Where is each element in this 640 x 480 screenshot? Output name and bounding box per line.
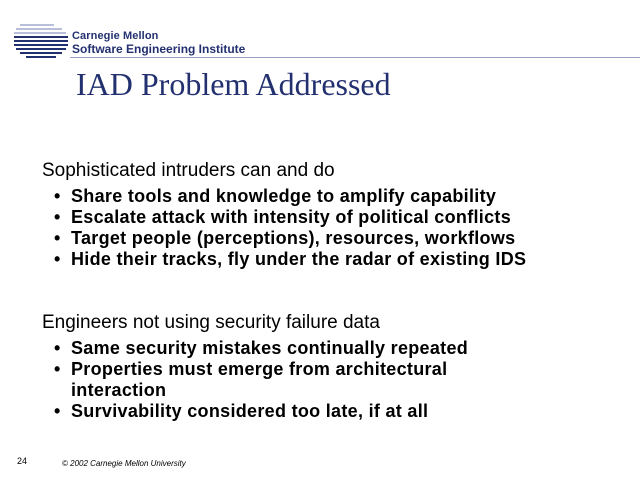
copyright-notice: © 2002 Carnegie Mellon University <box>62 459 186 468</box>
institution-subtitle: Software Engineering Institute <box>72 42 246 56</box>
bullet-list <box>42 186 632 270</box>
list-item-text: Target people (perceptions), resources, workflows <box>71 228 516 248</box>
bullet-icon: • <box>54 401 61 421</box>
list-item <box>51 186 632 207</box>
institution-name: Carnegie Mellon <box>72 30 159 42</box>
list-item <box>51 228 632 249</box>
slide-title: IAD Problem Addressed <box>76 66 391 102</box>
list-item-text: Escalate attack with intensity of political conflicts <box>71 207 512 227</box>
list-item <box>51 401 522 422</box>
bullet-icon: • <box>54 186 61 206</box>
slide-header <box>0 0 640 62</box>
bullet-icon: • <box>54 228 61 248</box>
list-item <box>51 338 522 359</box>
list-item <box>51 359 522 401</box>
section-heading: Sophisticated intruders can and do <box>42 160 335 181</box>
header-divider <box>70 57 640 58</box>
list-item <box>51 249 632 270</box>
bullet-icon: • <box>54 249 61 269</box>
list-item-text: Hide their tracks, fly under the radar of existing IDS <box>71 249 527 269</box>
bullet-icon: • <box>54 359 61 379</box>
list-item-text: Survivability considered too late, if at all <box>71 401 429 421</box>
section-heading: Engineers not using security failure data <box>42 312 380 333</box>
list-item-text: Share tools and knowledge to amplify capability <box>71 186 497 206</box>
section-engineers <box>42 312 632 422</box>
list-item-text: Properties must emerge from architectural interaction <box>71 359 448 400</box>
section-intruders <box>42 160 632 270</box>
bullet-icon: • <box>54 338 61 358</box>
list-item <box>51 207 632 228</box>
list-item-text: Same security mistakes continually repeated <box>71 338 469 358</box>
sei-logo-icon <box>14 22 68 60</box>
bullet-icon: • <box>54 207 61 227</box>
bullet-list <box>42 338 522 422</box>
page-number: 24 <box>17 456 28 466</box>
